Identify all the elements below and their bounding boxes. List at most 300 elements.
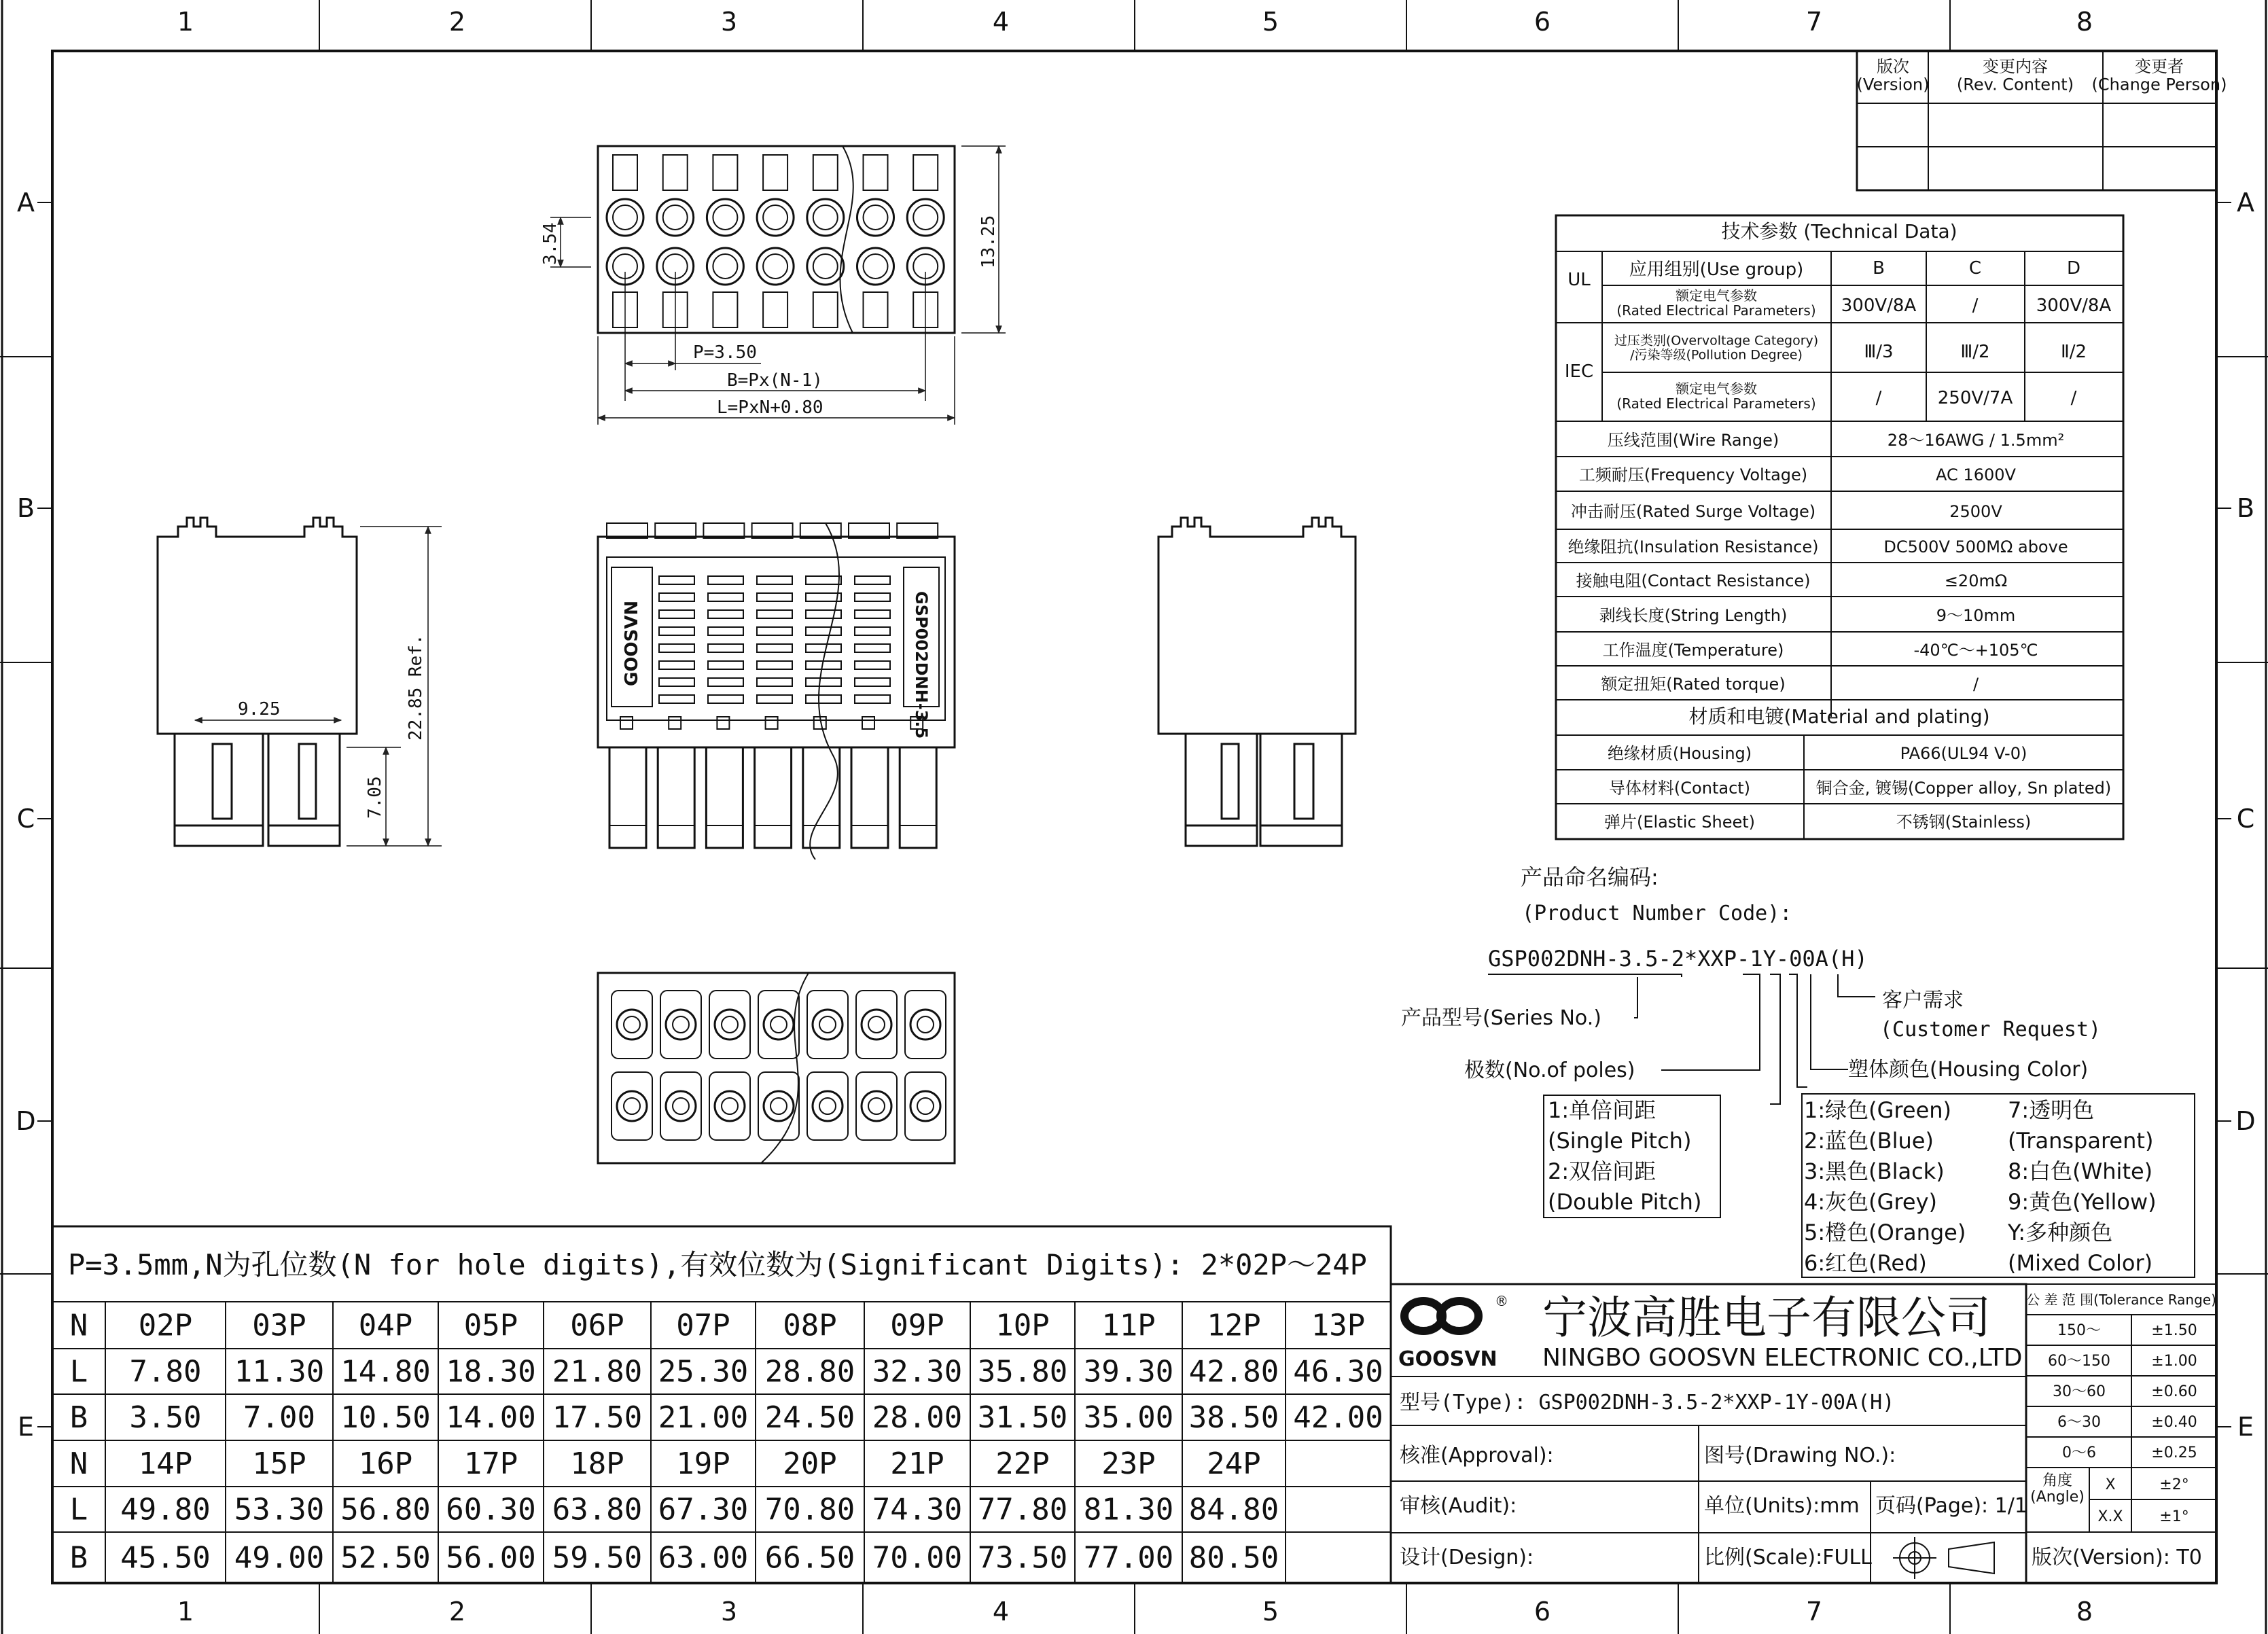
size-cell: 35.80: [977, 1354, 1068, 1389]
bottom-pin: [666, 1091, 696, 1121]
tolerance-value: ±0.25: [2151, 1444, 2197, 1461]
tech-material-rows: [1604, 744, 2111, 832]
front-rib: [659, 610, 694, 618]
size-cell: 14.80: [340, 1354, 431, 1389]
front-rib: [708, 627, 743, 635]
pn-title-en: (Product Number Code):: [1522, 902, 1792, 925]
frame-col-label-bottom: 7: [1805, 1597, 1823, 1627]
bottom-pin-core: [819, 1098, 836, 1114]
tech-iec-val-d: /: [2070, 388, 2077, 408]
tech-ov-val-b: Ⅲ/3: [1864, 342, 1894, 362]
size-cell: 28.80: [764, 1354, 855, 1389]
front-rib: [855, 695, 890, 703]
front-rib: [708, 695, 743, 703]
size-cell: 04P: [358, 1308, 413, 1343]
frame-row-label-left: E: [17, 1412, 35, 1442]
front-leg: [755, 747, 792, 848]
pn-pitch-options: [1548, 1097, 1701, 1215]
tolerance-range: 6～30: [2057, 1414, 2101, 1431]
front-rib: [806, 610, 841, 618]
size-cell: 03P: [252, 1308, 306, 1343]
bottom-slot: [763, 292, 787, 327]
tolerance-value: ±1.50: [2151, 1322, 2197, 1339]
frame-col-label-top: 1: [177, 7, 194, 37]
front-rib: [757, 627, 792, 635]
size-cell: 56.80: [340, 1492, 431, 1527]
size-cell: 70.00: [872, 1540, 963, 1576]
pn-customer-cn: 客户需求: [1882, 989, 1964, 1012]
front-leg: [851, 747, 888, 848]
size-cell: 46.30: [1293, 1354, 1383, 1389]
revision-table: [1857, 51, 2227, 190]
part-model-mark: GSP002DNH-3.5: [912, 591, 931, 739]
size-cell: 60.30: [446, 1492, 536, 1527]
tech-rated-iec: 额定电气参数(Rated Electrical Parameters): [1616, 380, 1816, 412]
contact-screw: [713, 254, 737, 279]
top-slot: [663, 155, 688, 190]
size-cell: 67.30: [658, 1492, 749, 1527]
top-view: [540, 146, 1006, 425]
front-rib: [806, 593, 841, 601]
tolerance-title: 公 差 范 围(Tolerance Range): [2026, 1292, 2216, 1308]
tech-material-label: 弹片(Elastic Sheet): [1603, 813, 1756, 832]
title-audit: 审核(Audit):: [1400, 1494, 1517, 1518]
top-view-contacts: [607, 155, 944, 327]
title-page: 页码(Page): 1/1: [1875, 1494, 2027, 1518]
top-slot: [913, 155, 938, 190]
frame-col-label-top: 2: [448, 7, 466, 37]
tech-row-value: AC 1600V: [1936, 465, 2016, 484]
front-rib: [659, 678, 694, 686]
tech-material-label: 导体材料(Contact): [1608, 779, 1751, 798]
bottom-pin: [764, 1091, 794, 1121]
pn-color-option: 9:黄色(Yellow): [2008, 1189, 2157, 1215]
size-cell: 18.30: [446, 1354, 536, 1389]
bottom-view-contacts: [612, 991, 946, 1140]
bottom-pin-core: [770, 1016, 787, 1033]
contact-screw: [813, 205, 838, 230]
pn-code: GSP002DNH-3.5-2*XXP-1Y-00A(H): [1488, 946, 1868, 972]
size-cell: 70.80: [764, 1492, 855, 1527]
tech-iec: IEC: [1564, 361, 1594, 382]
bottom-pin: [617, 1091, 647, 1121]
size-cell: 18P: [570, 1446, 624, 1481]
tech-material-value: 铜合金, 镀锡(Copper alloy, Sn plated): [1815, 779, 2112, 798]
pn-title-cn: 产品命名编码:: [1521, 864, 1659, 890]
front-rib: [757, 661, 792, 669]
bottom-pin: [715, 1010, 745, 1040]
pn-customer-en: (Customer Request): [1880, 1018, 2102, 1042]
size-table-title: P=3.5mm,N为孔位数(N for hole digits),有效位数为(Significant Digits): 2*02P～24P: [68, 1248, 1367, 1281]
rev-header-version: 版次(Version): [1856, 57, 1930, 94]
size-cell: 7.80: [129, 1354, 202, 1389]
pn-color-option: 8:白色(White): [2008, 1158, 2153, 1184]
front-latch-window: [669, 717, 681, 729]
frame-col-label-top: 4: [992, 7, 1010, 37]
pn-color-option: 2:蓝色(Blue): [1804, 1128, 1934, 1154]
frame-col-label-top: 8: [2076, 7, 2093, 37]
tolerance-table: [2026, 1284, 2216, 1532]
tech-ul-val-b: 300V/8A: [1841, 296, 1917, 316]
front-rib: [659, 627, 694, 635]
size-cell: 84.80: [1188, 1492, 1279, 1527]
front-rib: [757, 610, 792, 618]
bottom-pin-core: [624, 1016, 640, 1033]
size-cell: N: [69, 1308, 88, 1343]
contact-screw: [864, 205, 888, 230]
size-cell: 05P: [463, 1308, 518, 1343]
top-slot: [813, 155, 838, 190]
bottom-pin-core: [722, 1016, 738, 1033]
bottom-pin-core: [722, 1098, 738, 1114]
dim-7-05: 7.05: [365, 776, 385, 819]
front-rib: [659, 661, 694, 669]
front-rib: [659, 593, 694, 601]
tech-material-value: 不锈钢(Stainless): [1896, 813, 2032, 832]
bottom-pin-core: [673, 1016, 689, 1033]
tech-rated-ul: 额定电气参数(Rated Electrical Parameters): [1616, 287, 1816, 319]
bottom-pin: [862, 1010, 891, 1040]
size-cell: 81.30: [1083, 1492, 1174, 1527]
rev-header-person: 变更者(Change Person): [2091, 57, 2227, 94]
bottom-pin: [617, 1010, 647, 1040]
company-name-en: NINGBO GOOSVN ELECTRONIC CO.,LTD: [1542, 1344, 2023, 1372]
size-cell: 16P: [358, 1446, 413, 1481]
contact-screw: [763, 254, 787, 279]
size-cell: 23P: [1101, 1446, 1156, 1481]
tolerance-angle-value: ±2°: [2159, 1476, 2189, 1493]
tolerance-range: 60～150: [2048, 1353, 2110, 1370]
bottom-slot: [813, 292, 838, 327]
frame-col-label-bottom: 3: [720, 1597, 738, 1627]
frame-row-label-left: A: [17, 188, 35, 217]
front-rib: [757, 593, 792, 601]
pn-poles: 极数(No.of poles): [1464, 1059, 1635, 1082]
size-cell: 07P: [676, 1308, 730, 1343]
tolerance-angle-precision: X: [2105, 1476, 2116, 1493]
tech-use-group: 应用组别(Use group): [1629, 260, 1804, 280]
pn-pitch-option: (Double Pitch): [1548, 1189, 1702, 1215]
tolerance-value: ±0.40: [2151, 1414, 2197, 1431]
front-leg: [706, 747, 743, 848]
size-cell: 15P: [252, 1446, 306, 1481]
front-rib: [757, 695, 792, 703]
size-cell: 45.50: [120, 1540, 211, 1576]
front-rib: [708, 661, 743, 669]
size-cell: 10.50: [340, 1400, 431, 1435]
size-cell: 42.80: [1188, 1354, 1279, 1389]
tolerance-rows: [2048, 1322, 2197, 1461]
front-rib: [855, 644, 890, 652]
front-rib: [806, 576, 841, 584]
tech-group-d: D: [2066, 258, 2081, 279]
frame-col-label-bottom: 1: [177, 1597, 194, 1627]
front-rib: [855, 610, 890, 618]
size-cell: 7.00: [243, 1400, 315, 1435]
bottom-pin: [715, 1091, 745, 1121]
tech-material-label: 绝缘材质(Housing): [1607, 744, 1752, 763]
bottom-pin: [910, 1091, 940, 1121]
title-type: 型号(Type): GSP002DNH-3.5-2*XXP-1Y-00A(H): [1400, 1391, 1895, 1415]
size-cell: 63.00: [658, 1540, 749, 1576]
tech-row-label: 绝缘阻抗(Insulation Resistance): [1567, 537, 1819, 556]
front-rib: [806, 627, 841, 635]
bottom-pin: [862, 1091, 891, 1121]
pn-color-option: 1:绿色(Green): [1804, 1097, 1952, 1123]
dim-b: B=Px(N-1): [727, 370, 823, 391]
size-cell: B: [69, 1400, 88, 1435]
tech-material-title: 材质和电镀(Material and plating): [1688, 705, 1990, 728]
pn-color-option: Y:多种颜色: [2008, 1220, 2113, 1245]
front-view-teeth: [607, 523, 938, 729]
size-cell: 21.00: [658, 1400, 749, 1435]
frame-col-label-top: 5: [1262, 7, 1279, 37]
size-cell: 14P: [138, 1446, 193, 1481]
size-cell: 3.50: [129, 1400, 202, 1435]
tech-row-value: 9～10mm: [1936, 606, 2016, 625]
product-number-code: [1401, 864, 2195, 1277]
bottom-pin: [666, 1010, 696, 1040]
size-cell: 19P: [676, 1446, 730, 1481]
title-drawing-no: 图号(Drawing NO.):: [1704, 1444, 1896, 1468]
size-cell: 42.00: [1293, 1400, 1383, 1435]
front-view: [598, 523, 955, 859]
tech-group-c: C: [1968, 258, 1982, 279]
dim-pitch: P=3.50: [693, 342, 757, 363]
frame-row-label-left: C: [16, 804, 35, 834]
size-cell: 49.00: [234, 1540, 325, 1576]
logo-text: GOOSVN: [1398, 1347, 1498, 1371]
frame-row-label-right: A: [2237, 188, 2254, 217]
frame-col-label-bottom: 4: [992, 1597, 1010, 1627]
dim-l: L=PxN+0.80: [717, 397, 823, 418]
size-cell: 74.30: [872, 1492, 963, 1527]
frame-col-label-bottom: 2: [448, 1597, 466, 1627]
tech-title: 技术参数 (Technical Data): [1721, 220, 1957, 243]
tech-row-label: 工频耐压(Frequency Voltage): [1578, 465, 1808, 484]
size-cell: 22P: [995, 1446, 1050, 1481]
logo-registered: ®: [1495, 1293, 1508, 1309]
front-rib: [708, 678, 743, 686]
size-cell: 77.00: [1083, 1540, 1174, 1576]
title-units: 单位(Units):mm: [1704, 1494, 1860, 1518]
bottom-pin-core: [673, 1098, 689, 1114]
company-logo: [1398, 1293, 1508, 1371]
size-cell: 77.80: [977, 1492, 1068, 1527]
size-cell: 73.50: [977, 1540, 1068, 1576]
bottom-pin: [813, 1091, 843, 1121]
tech-iec-val-c: 250V/7A: [1937, 388, 2013, 408]
tolerance-range: 0～6: [2062, 1444, 2096, 1461]
size-cell: B: [69, 1540, 88, 1576]
frame-row-label-right: B: [2236, 493, 2255, 523]
pn-pitch-option: (Single Pitch): [1548, 1128, 1692, 1154]
left-side-view: [158, 518, 442, 846]
tech-row-label: 剥线长度(String Length): [1599, 606, 1788, 625]
contact-screw: [913, 205, 938, 230]
size-cell: 12P: [1207, 1308, 1261, 1343]
size-cell: 17.50: [552, 1400, 643, 1435]
size-cell: 80.50: [1188, 1540, 1279, 1576]
front-leg: [658, 747, 694, 848]
contact-screw: [763, 205, 787, 230]
right-side-view: [1158, 518, 1356, 846]
tech-row-value: 28～16AWG / 1.5mm²: [1887, 431, 2065, 450]
bottom-slot: [713, 292, 737, 327]
title-approval: 核准(Approval):: [1400, 1444, 1554, 1468]
size-cell: 21P: [890, 1446, 944, 1481]
size-cell: 24.50: [764, 1400, 855, 1435]
frame-row-label-right: E: [2237, 1412, 2254, 1442]
size-cell: 06P: [570, 1308, 624, 1343]
logo-icon: [1404, 1301, 1478, 1331]
pn-series: 产品型号(Series No.): [1401, 1006, 1602, 1030]
size-cell: L: [69, 1492, 88, 1527]
size-cell: 14.00: [446, 1400, 536, 1435]
tech-row-label: 接触电阻(Contact Resistance): [1576, 571, 1811, 590]
frame-col-label-top: 6: [1534, 7, 1551, 37]
tech-row-label: 压线范围(Wire Range): [1607, 431, 1779, 450]
size-cell: 53.30: [234, 1492, 325, 1527]
tech-ul-val-c: /: [1972, 296, 1979, 316]
front-rib: [855, 627, 890, 635]
dim-22-85: 22.85 Ref.: [406, 634, 426, 741]
tolerance-angle-precision: X.X: [2097, 1508, 2123, 1525]
bottom-view: [598, 973, 955, 1163]
projection-symbol: [1893, 1537, 1994, 1579]
front-rib: [757, 678, 792, 686]
tech-row-value: /: [1972, 675, 1979, 694]
size-cell: N: [69, 1446, 88, 1481]
front-latch-window: [862, 717, 874, 729]
tolerance-value: ±1.00: [2151, 1353, 2197, 1370]
frame-row-label-right: C: [2236, 804, 2255, 834]
front-rib: [708, 576, 743, 584]
frame-row-label-left: B: [16, 493, 35, 523]
front-rib: [659, 576, 694, 584]
bottom-pin: [813, 1010, 843, 1040]
bottom-pin-core: [770, 1098, 787, 1114]
size-cell: 32.30: [872, 1354, 963, 1389]
bottom-slot: [864, 292, 888, 327]
pn-pitch-option: 2:双倍间距: [1548, 1158, 1656, 1184]
frame-col-label-bottom: 8: [2076, 1597, 2093, 1627]
size-cell: 56.00: [446, 1540, 536, 1576]
size-cell: 52.50: [340, 1540, 431, 1576]
bottom-pin-core: [868, 1098, 885, 1114]
size-cell: 11P: [1101, 1308, 1156, 1343]
technical-data-table: [1556, 215, 2123, 839]
title-version: 版次(Version): T0: [2032, 1546, 2202, 1569]
size-cell: 13P: [1311, 1308, 1366, 1343]
bottom-pin-core: [819, 1016, 836, 1033]
size-grid: [52, 1302, 1391, 1583]
front-rib: [806, 644, 841, 652]
tech-row-label: 冲击耐压(Rated Surge Voltage): [1570, 502, 1816, 521]
size-cell: 25.30: [658, 1354, 749, 1389]
pn-colors-left: [1804, 1097, 1966, 1276]
tolerance-range: 30～60: [2053, 1383, 2106, 1400]
size-cell: L: [69, 1354, 88, 1389]
frame-col-label-bottom: 5: [1262, 1597, 1279, 1627]
top-slot: [763, 155, 787, 190]
pn-color-option: (Transparent): [2008, 1128, 2154, 1154]
tech-ov-val-d: Ⅱ/2: [2060, 342, 2087, 362]
front-latch-window: [766, 717, 778, 729]
pn-color-option: 3:黑色(Black): [1804, 1158, 1945, 1184]
pn-color-option: 6:红色(Red): [1804, 1250, 1927, 1276]
front-rib: [659, 644, 694, 652]
size-cell: 59.50: [552, 1540, 643, 1576]
frame-col-label-top: 3: [720, 7, 738, 37]
size-cell: 49.80: [120, 1492, 211, 1527]
front-rib: [757, 644, 792, 652]
tech-ov-val-c: Ⅲ/2: [1960, 342, 1990, 362]
pn-housing-color: 塑体颜色(Housing Color): [1848, 1058, 2089, 1082]
front-rib: [708, 593, 743, 601]
tech-row-label: 额定扭矩(Rated torque): [1601, 675, 1786, 694]
size-cell: 39.30: [1083, 1354, 1174, 1389]
size-cell: 24P: [1207, 1446, 1261, 1481]
dim-13-25: 13.25: [978, 215, 999, 268]
size-cell: 08P: [783, 1308, 837, 1343]
front-rib: [855, 678, 890, 686]
bottom-pin-core: [868, 1016, 885, 1033]
size-cell: 63.80: [552, 1492, 643, 1527]
front-rib: [855, 593, 890, 601]
pn-pitch-option: 1:单倍间距: [1548, 1097, 1656, 1123]
tech-row-value: 2500V: [1949, 502, 2002, 521]
size-cell: 11.30: [234, 1354, 325, 1389]
bottom-pin: [910, 1010, 940, 1040]
contact-screw: [864, 254, 888, 279]
tolerance-angle-rows: [2097, 1476, 2189, 1525]
front-leg: [609, 747, 646, 848]
bottom-pin-core: [917, 1098, 934, 1114]
company-name-cn: 宁波高胜电子有限公司: [1542, 1292, 1991, 1344]
pn-color-option: 4:灰色(Grey): [1804, 1189, 1937, 1215]
front-view-grid: [659, 576, 890, 703]
top-slot: [864, 155, 888, 190]
size-cell: 35.00: [1083, 1400, 1174, 1435]
size-cell: 09P: [890, 1308, 944, 1343]
tech-row-label: 工作温度(Temperature): [1602, 641, 1784, 660]
tech-row-value: ≤20mΩ: [1944, 571, 2008, 590]
tech-ul: UL: [1567, 270, 1591, 290]
bottom-pin-core: [917, 1016, 934, 1033]
contact-screw: [663, 205, 688, 230]
tech-material-value: PA66(UL94 V-0): [1900, 744, 2027, 763]
size-cell: 20P: [783, 1446, 837, 1481]
tech-row-value: -40℃～+105℃: [1913, 641, 2038, 660]
tech-iec-val-b: /: [1875, 388, 1882, 408]
front-rib: [659, 695, 694, 703]
contact-screw: [613, 205, 637, 230]
size-cell: 66.50: [764, 1540, 855, 1576]
tolerance-range: 150～: [2057, 1322, 2101, 1339]
size-cell: 38.50: [1188, 1400, 1279, 1435]
size-cell: 02P: [138, 1308, 193, 1343]
top-slot: [713, 155, 737, 190]
tolerance-value: ±0.60: [2151, 1383, 2197, 1400]
rev-header-content: 变更内容(Rev. Content): [1956, 57, 2074, 94]
pn-colors-right: [2007, 1097, 2157, 1276]
part-brand-mark: GOOSVN: [622, 600, 642, 686]
front-latch-window: [620, 717, 633, 729]
title-design: 设计(Design):: [1400, 1546, 1534, 1569]
front-rib: [855, 576, 890, 584]
bottom-pin: [764, 1010, 794, 1040]
